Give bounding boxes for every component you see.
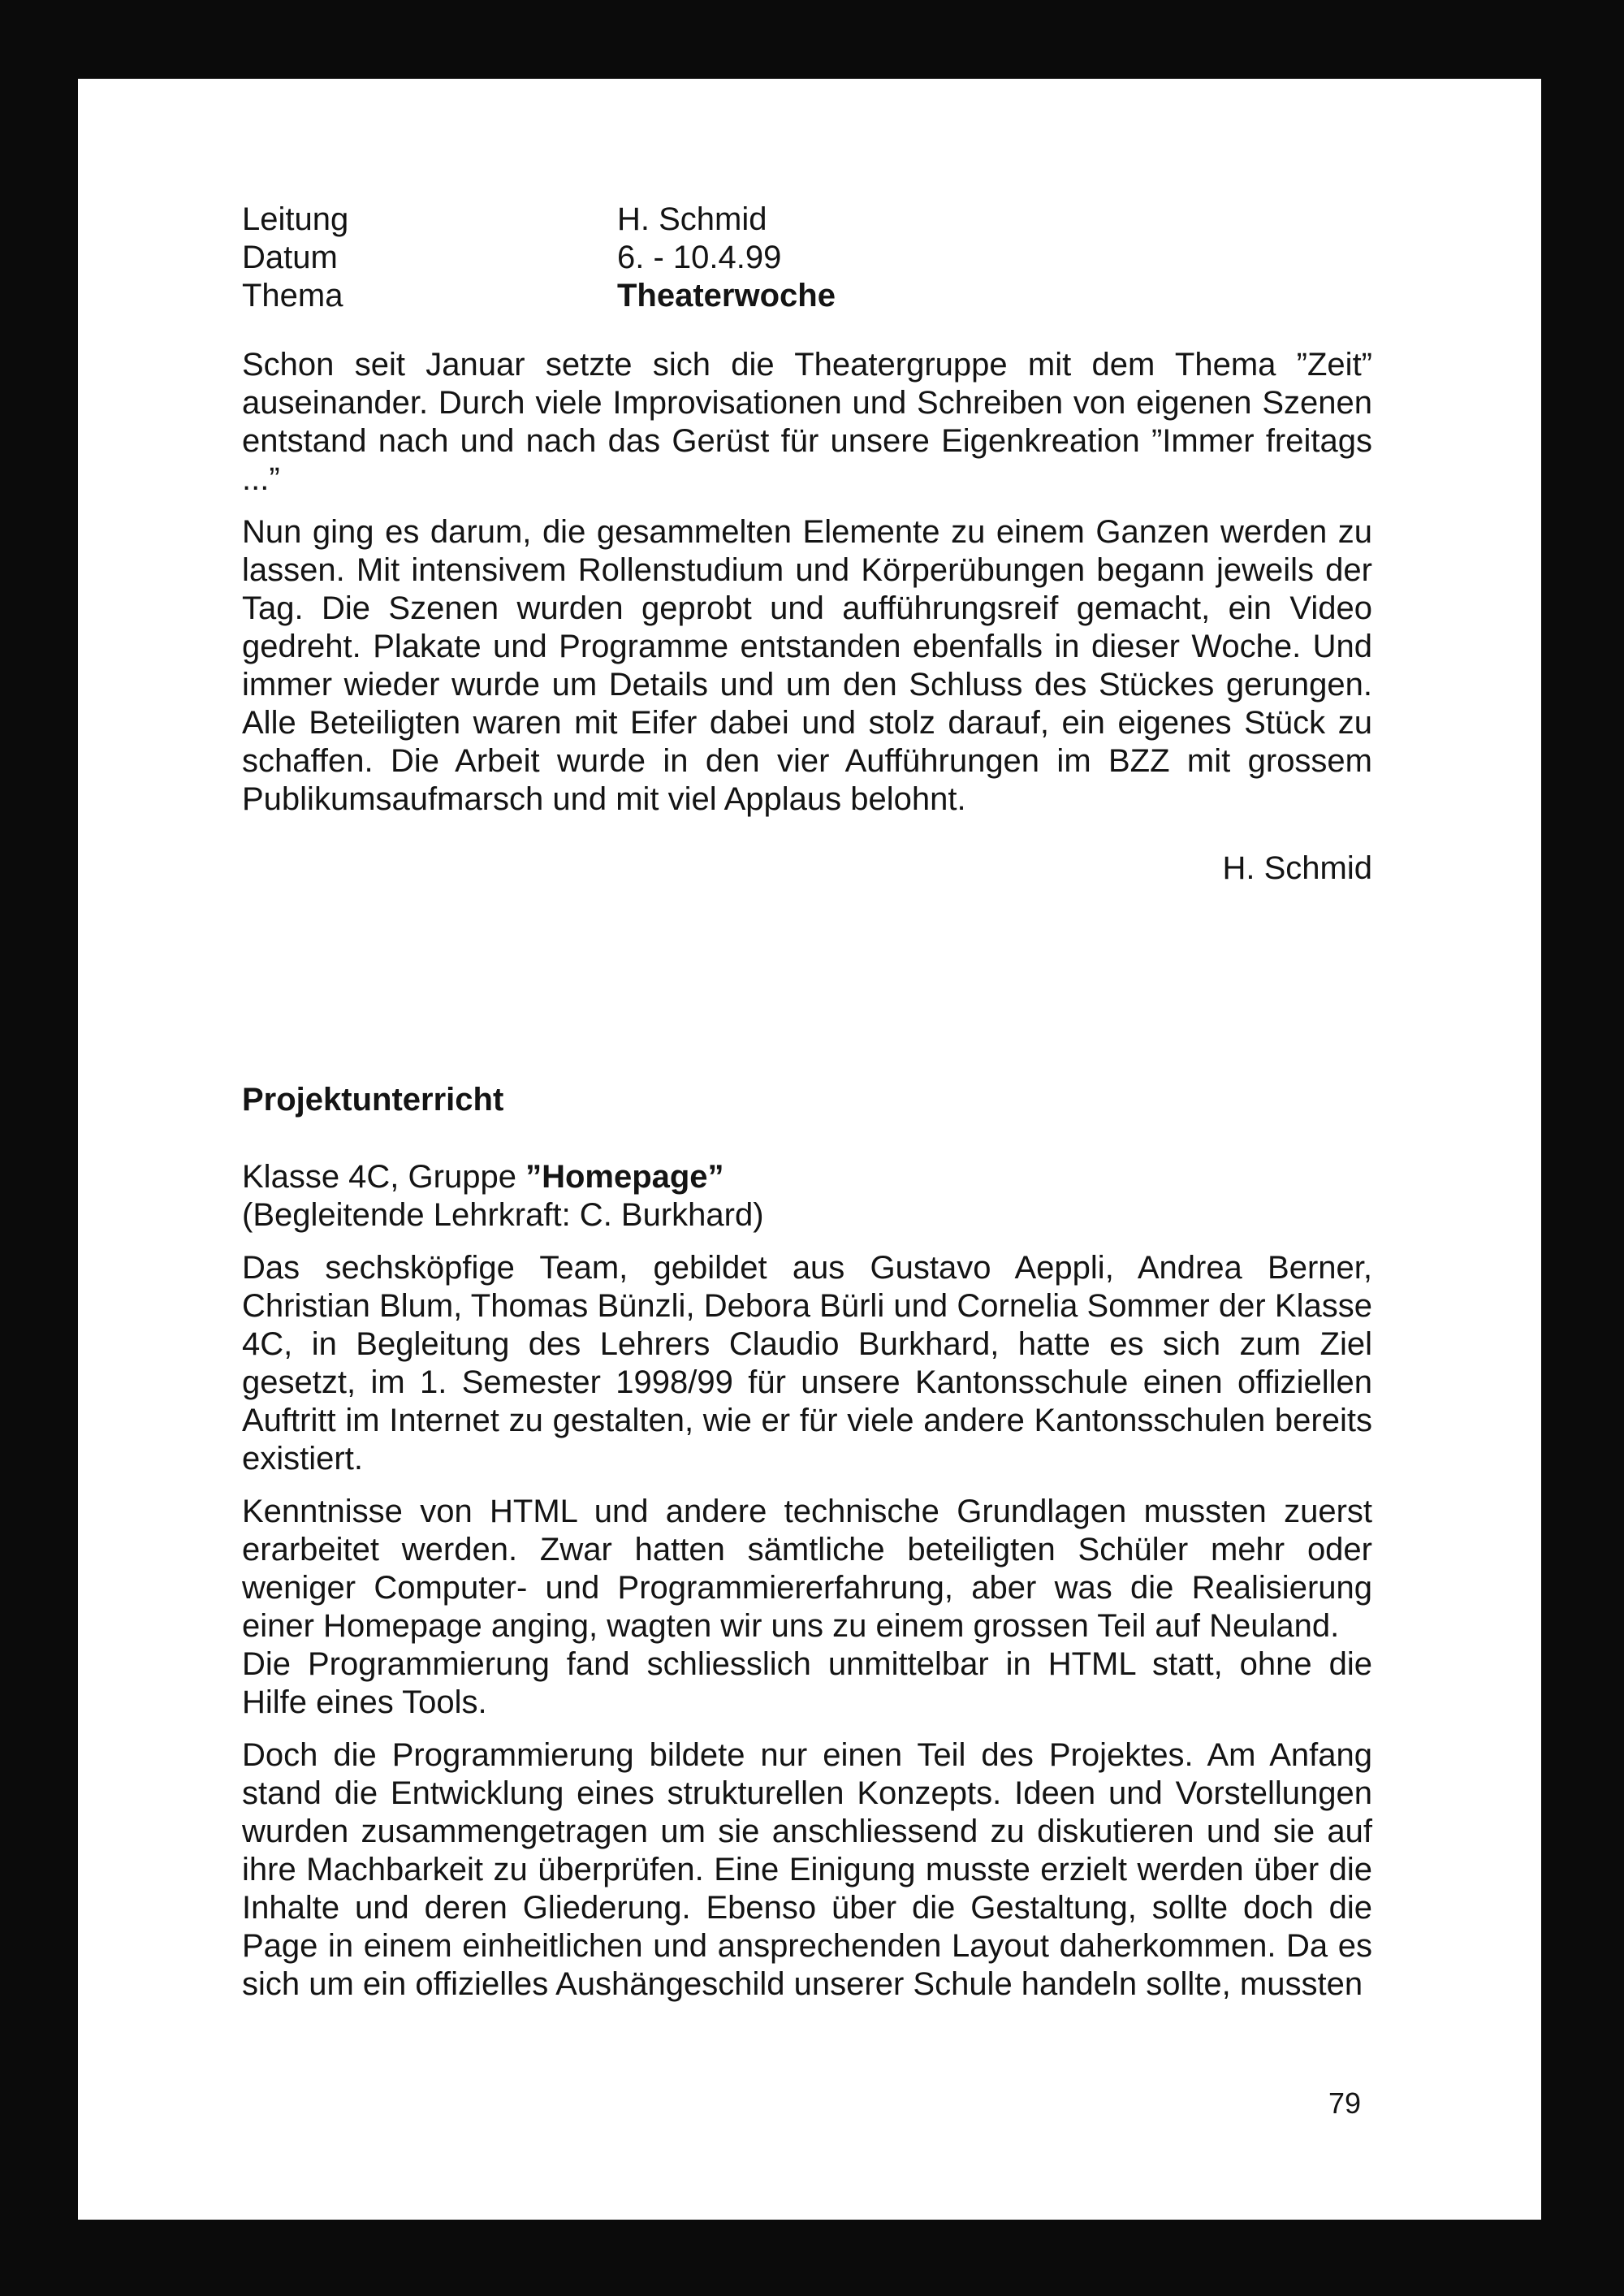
theater-paragraph-1: Schon seit Januar setzte sich die Theatergruppe mit dem Thema ”Zeit” auseinander. Durch viele Improvisationen und Schreiben von eigenen Szenen entstand nach und nach das Gerüst für unsere Eigenkreation ”Immer freitags ...” [242,347,1372,497]
meta-key: Leitung [242,201,349,237]
page-number: 79 [1328,2086,1361,2120]
projekt-paragraph-3: Die Programmierung fand schliesslich unmittelbar in HTML statt, ohne die Hilfe eines Tools. [242,1646,1372,1720]
meta-value-thema: Theaterwoche [617,278,836,313]
lehrkraft-line: (Begleitende Lehrkraft: C. Burkhard) [242,1197,764,1233]
meta-row-thema [242,277,1372,315]
theater-paragraph-2: Nun ging es darum, die gesammelten Elemente zu einem Ganzen werden zu lassen. Mit intensivem Rollenstudium und Körperübungen begann jeweils der Tag. Die Szenen wurden geprobt und aufführungsreif gemacht, ein Video gedreht. Plakate und Programme entstanden ebenfalls in dieser Woche. Und immer wieder wurde um Details und um den Schluss des Stückes gerungen. Alle Beteiligten waren mit Eifer dabei und stolz darauf, ein eigenes Stück zu schaffen. Die Arbeit wurde in den vier Aufführungen im BZZ mit grossem Publikumsaufmarsch und mit viel Applaus belohnt. [242,514,1372,817]
klasse-line [242,1158,1372,1196]
meta-row-datum [242,239,1372,277]
page-content [242,201,1372,2004]
document-page [78,79,1541,2220]
klasse-prefix: Klasse 4C, Gruppe [242,1159,526,1195]
meta-key: Thema [242,278,343,313]
section-title: Projektunterricht [242,1082,504,1118]
meta-row-leitung [242,201,1372,239]
projekt-paragraph-4: Doch die Programmierung bildete nur einen Teil des Projektes. Am Anfang stand die Entwicklung eines strukturellen Konzepts. Ideen und Vorstellungen wurden zusammengetragen um sie anschliessend zu diskutieren und sie auf ihre Machbarkeit zu überprüfen. Eine Einigung musste erzielt werden über die Inhalte und deren Gliederung. Ebenso über die Gestaltung, sollte doch die Page in einem einheitlichen und ansprechenden Layout daherkommen. Da es sich um ein offizielles Aushängeschild unserer Schule handeln sollte, mussten [242,1737,1372,2002]
signature: H. Schmid [1222,850,1372,886]
projekt-paragraph-1: Das sechsköpfige Team, gebildet aus Gustavo Aeppli, Andrea Berner, Christian Blum, Thomas Bünzli, Debora Bürli und Cornelia Sommer der Klasse 4C, in Begleitung des Lehrers Claudio Burkhard, hatte es sich zum Ziel gesetzt, im 1. Semester 1998/99 für unsere Kantonsschule einen offiziellen Auftritt im Internet zu gestalten, wie er für viele andere Kantonsschulen bereits existiert. [242,1250,1372,1477]
meta-key: Datum [242,240,338,275]
meta-value: 6. - 10.4.99 [617,240,782,275]
meta-value: H. Schmid [617,201,767,237]
gruppe-name: ”Homepage” [525,1159,724,1195]
projekt-paragraph-2: Kenntnisse von HTML und andere technische Grundlagen mussten zuerst erarbeitet werden. Zwar hatten sämtliche beteiligten Schüler mehr oder weniger Computer- und Programmiererfahrung, aber was die Realisierung einer Homepage anging, wagten wir uns zu einem grossen Teil auf Neuland. [242,1494,1372,1644]
